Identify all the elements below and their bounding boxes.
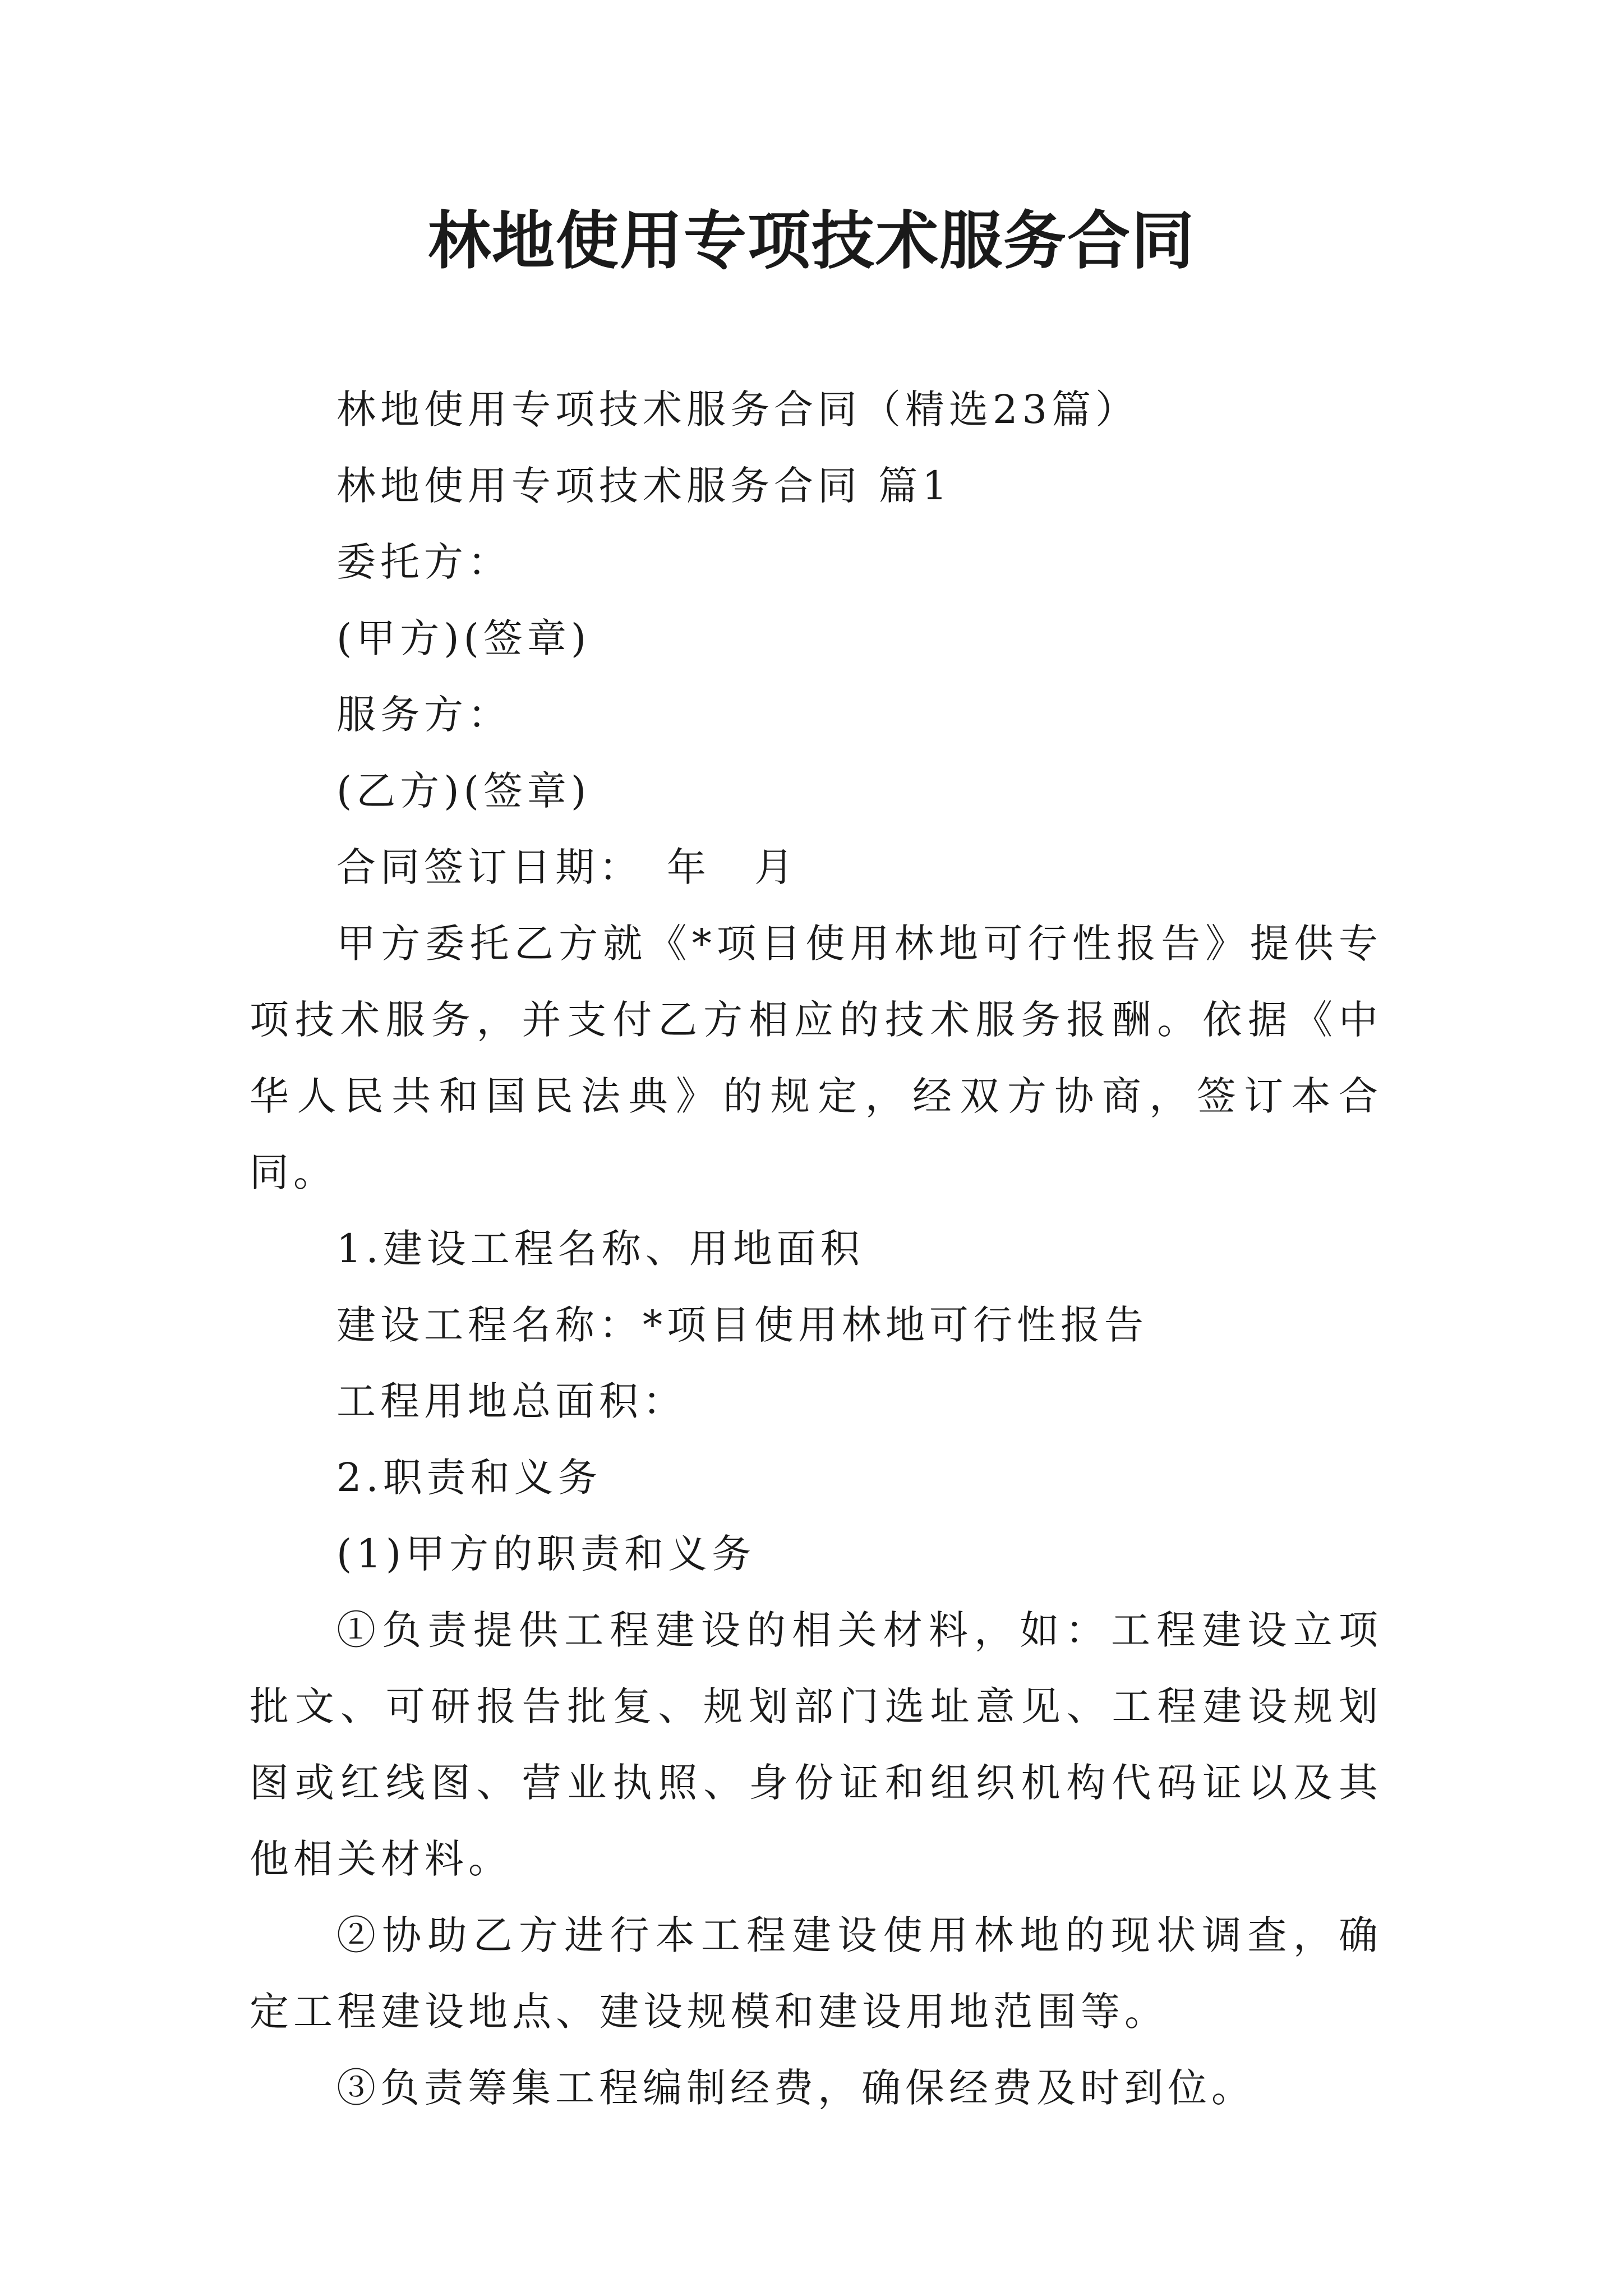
document-body [250, 371, 1382, 2126]
paragraph-contract-purpose: 甲方委托乙方就《*项目使用林地可行性报告》提供专项技术服务，并支付乙方相应的技术服务报酬。依据《中华人民共和国民法典》的规定，经双方协商，签订本合同。 [250, 921, 1382, 1195]
paragraph-part-heading: 林地使用专项技术服务合同 篇1 [336, 463, 952, 509]
paragraph-duty-item-3: ③负责筹集工程编制经费，确保经费及时到位。 [336, 2065, 1255, 2111]
paragraph-party-a-signature: (甲方)(签章) [336, 615, 591, 661]
paragraph-land-area: 工程用地总面积： [336, 1378, 686, 1424]
paragraph-duty-item-2: ②协助乙方进行本工程建设使用林地的现状调查，确定工程建设地点、建设规模和建设用地范围等。 [250, 1912, 1382, 2035]
paragraph-section-1-heading: 1.建设工程名称、用地面积 [336, 1226, 864, 1272]
paragraph-party-b-signature: (乙方)(签章) [336, 768, 591, 814]
paragraph-section-2-heading: 2.职责和义务 [336, 1455, 602, 1501]
paragraph-signing-date: 合同签订日期： 年 月 [336, 844, 798, 890]
paragraph-provider-label: 服务方： [336, 692, 511, 738]
paragraph-project-name: 建设工程名称：*项目使用林地可行性报告 [336, 1302, 1148, 1348]
document-title: 林地使用专项技术服务合同 [428, 204, 1195, 278]
paragraph-party-a-duties-heading: (1)甲方的职责和义务 [336, 1531, 756, 1577]
paragraph-client-label: 委托方： [336, 539, 511, 585]
paragraph-duty-item-1: ①负责提供工程建设的相关材料，如：工程建设立项批文、可研报告批复、规划部门选址意见、工程建设规划图或红线图、营业执照、身份证和组织机构代码证以及其他相关材料。 [250, 1607, 1382, 1882]
paragraph-collection-title: 林地使用专项技术服务合同（精选23篇） [336, 386, 1140, 432]
